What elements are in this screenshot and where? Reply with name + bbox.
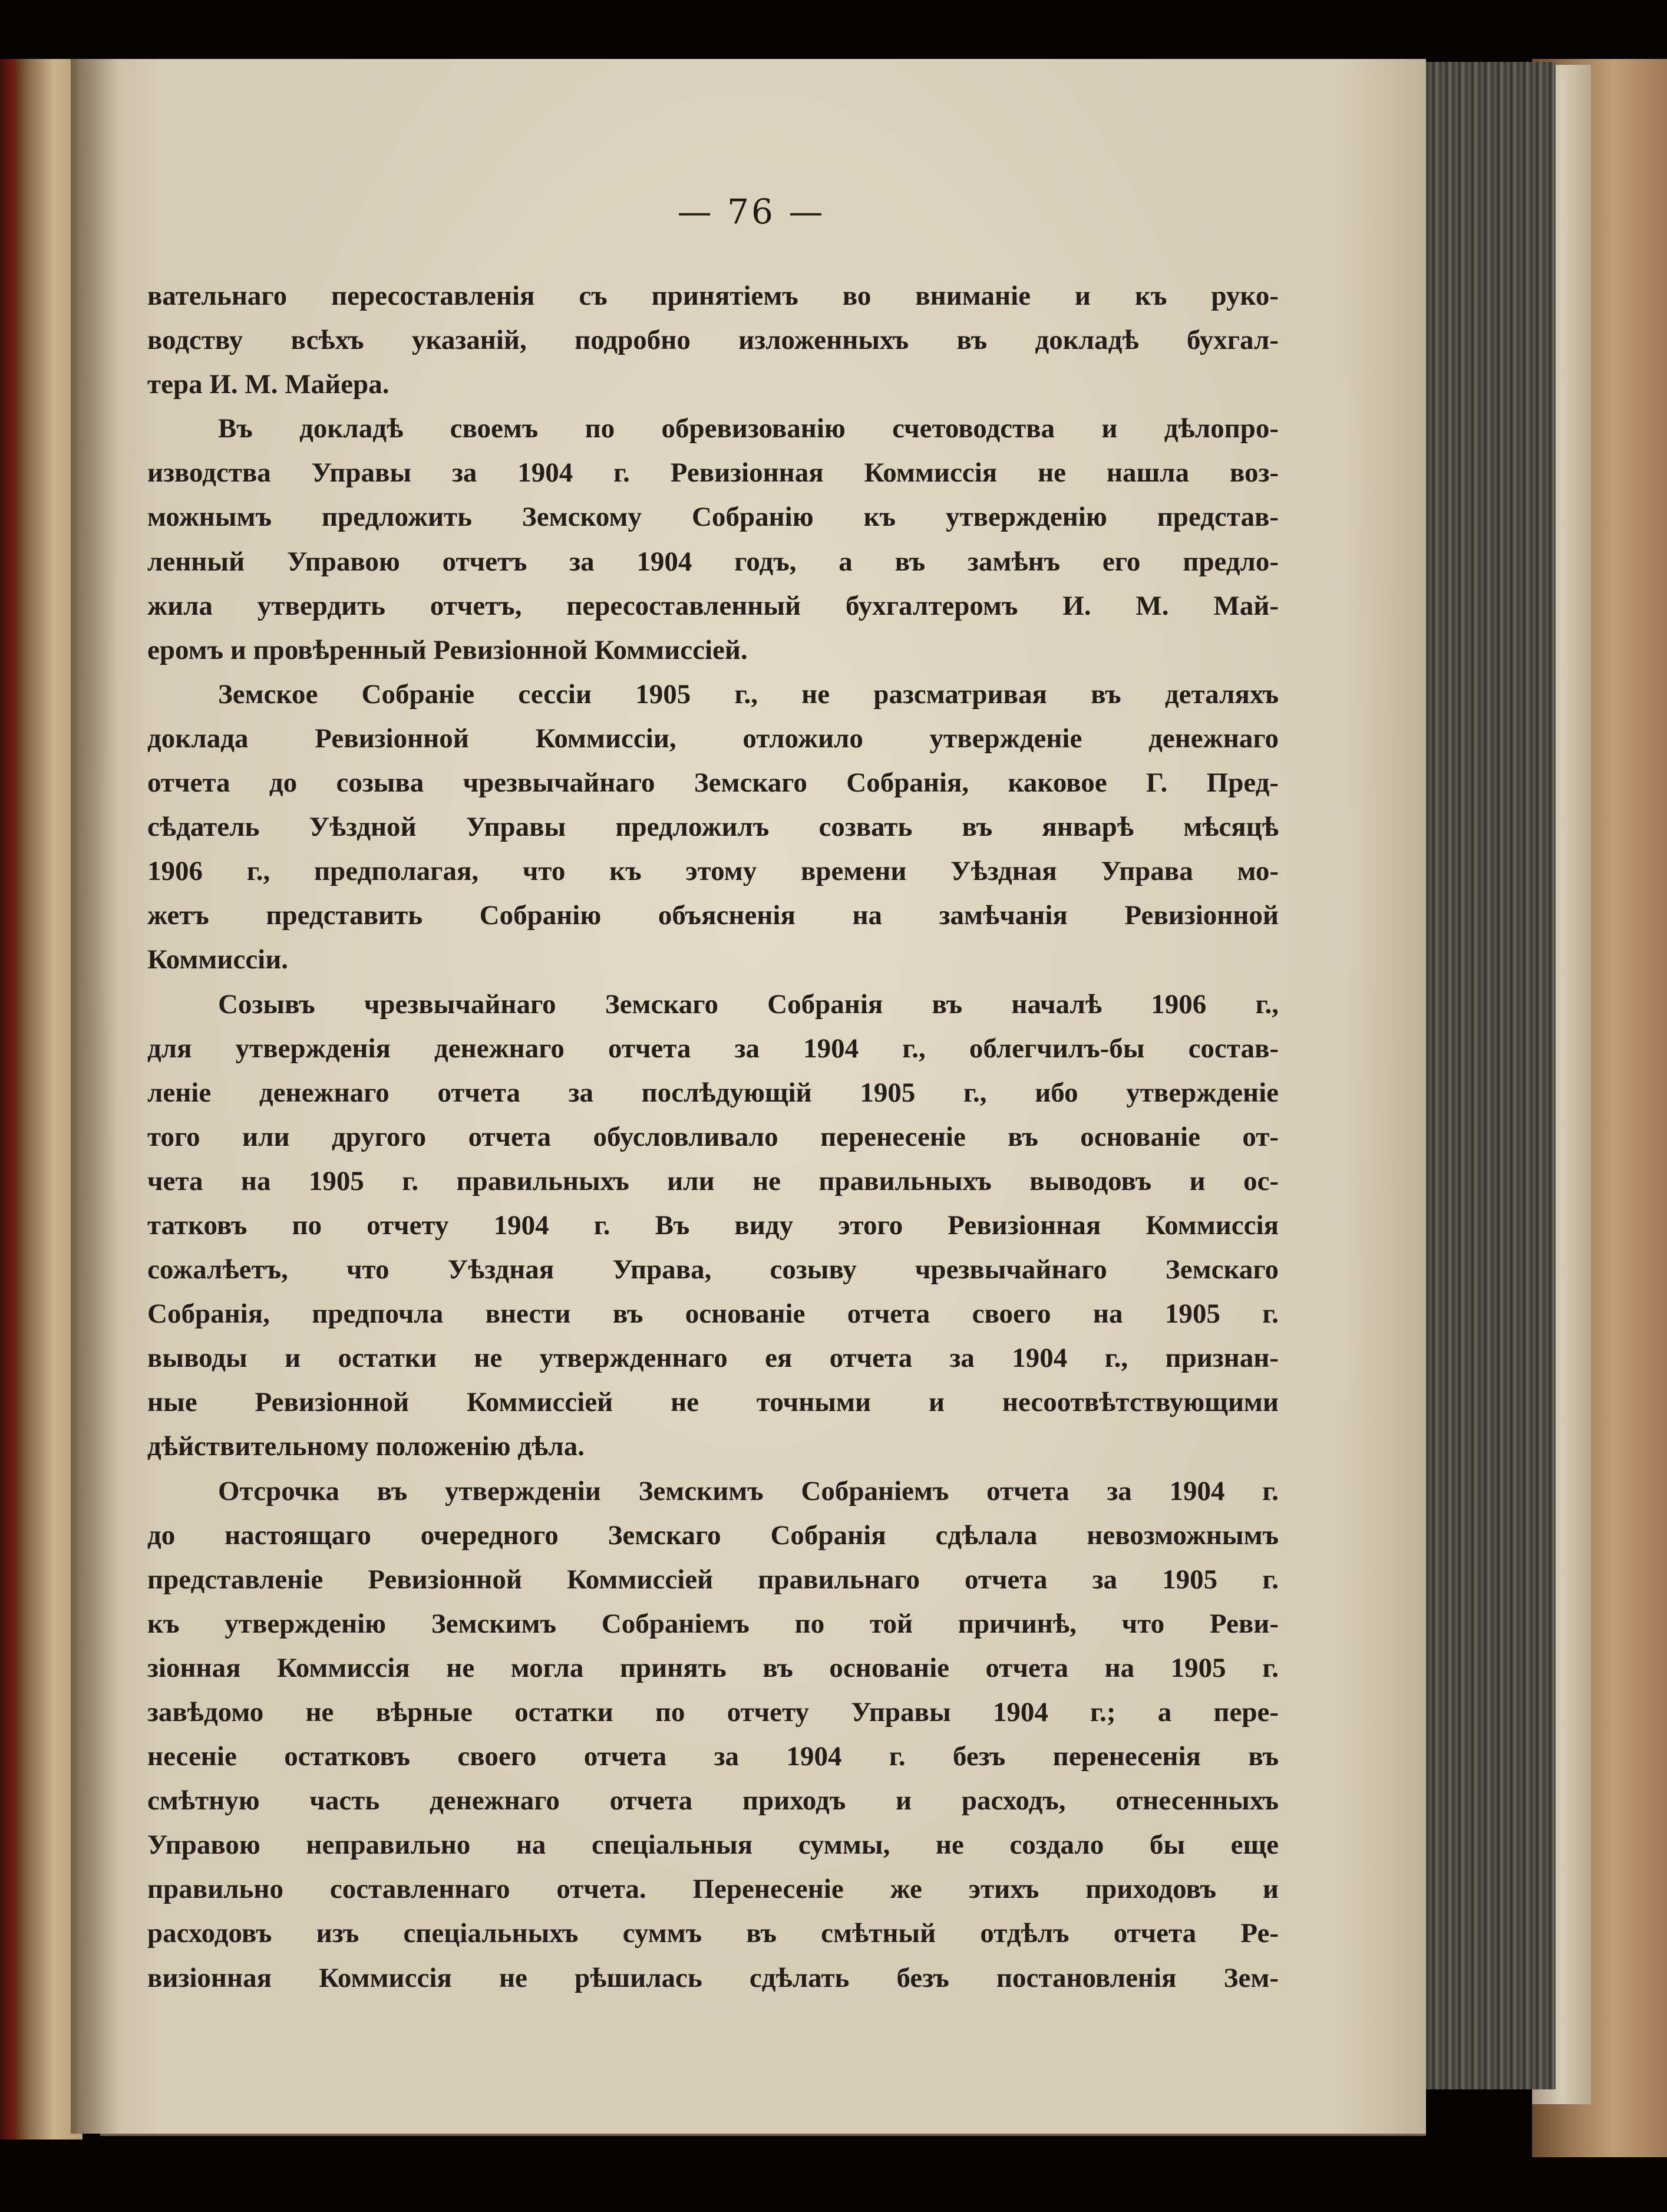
text-line: еромъ и провѣренный Ревизіонной Коммиссіей. — [147, 634, 748, 665]
text-line: смѣтную часть денежнаго отчета приходъ и расходъ, отнесенныхъ — [147, 1785, 1279, 1817]
text-line: жила утвердить отчетъ, пересоставленный бухгалтеромъ И. М. Май- — [147, 590, 1279, 621]
gutter-shadow — [71, 59, 118, 2134]
text-line: чета на 1905 г. правильныхъ или не правильныхъ выводовъ и ос- — [147, 1165, 1279, 1196]
text-line: Земское Собраніе сессіи 1905 г., не разсматривая въ деталяхъ — [218, 678, 1279, 710]
text-line: Коммиссіи. — [147, 944, 289, 975]
text-line: 1906 г., предполагая, что къ этому времени Уѣздная Управа мо- — [147, 856, 1279, 887]
text-line: Созывъ чрезвычайнаго Земскаго Собранія въ началѣ 1906 г., — [218, 988, 1279, 1020]
book-page — [77, 59, 1426, 2134]
text-line: расходовъ изъ спеціальныхъ суммъ въ смѣтный отдѣлъ отчета Ре- — [147, 1918, 1279, 1949]
text-line: Собранія, предпочла внести въ основаніе отчета своего на 1905 г. — [147, 1298, 1279, 1330]
paragraph — [147, 1469, 1279, 2000]
text-line: Управою неправильно на спеціальныя суммы, не создало бы еще — [147, 1829, 1279, 1861]
text-line: леніе денежнаго отчета за послѣдующій 1905 г., ибо утвержденіе — [147, 1077, 1279, 1108]
text-line: завѣдомо не вѣрные остатки по отчету Управы 1904 г.; а пере- — [147, 1697, 1279, 1728]
text-line: изводства Управы за 1904 г. Ревизіонная Коммиссія не нашла воз- — [147, 457, 1279, 489]
paragraph — [147, 274, 1279, 407]
text-line: тера И. М. Майера. — [147, 369, 389, 400]
text-line: представленіе Ревизіонной Коммиссіей правильнаго отчета за 1905 г. — [147, 1564, 1279, 1595]
text-line: Отсрочка въ утвержденіи Земскимъ Собраніемъ отчета за 1904 г. — [218, 1475, 1279, 1506]
text-line: зіонная Коммиссія не могла принять въ основаніе отчета на 1905 г. — [147, 1652, 1279, 1683]
text-line: Въ докладѣ своемъ по обревизованію счетоводства и дѣлопро- — [218, 413, 1279, 444]
body-text — [147, 274, 1279, 2000]
text-line: къ утвержденію Земскимъ Собраніемъ по той причинѣ, что Реви- — [147, 1608, 1279, 1639]
paragraph — [147, 983, 1279, 1469]
text-line: того или другого отчета обусловливало перенесеніе въ основаніе от- — [147, 1121, 1279, 1152]
text-line: визіонная Коммиссія не рѣшилась сдѣлать безъ постановленія Зем- — [147, 1962, 1279, 1993]
text-line: можнымъ предложить Земскому Собранію къ утвержденію представ- — [147, 502, 1279, 533]
text-line: сожалѣетъ, что Уѣздная Управа, созыву чрезвычайнаго Земскаго — [147, 1254, 1279, 1285]
text-line: правильно составленнаго отчета. Перенесеніе же этихъ приходовъ и — [147, 1874, 1279, 1905]
left-book-cover — [0, 59, 15, 2140]
page-stack-edges — [1414, 62, 1556, 2089]
page-number: — 76 — — [677, 192, 826, 232]
text-line: татковъ по отчету 1904 г. Въ виду этого Ревизіонная Коммиссія — [147, 1209, 1279, 1241]
text-line: отчета до созыва чрезвычайнаго Земскаго Собранія, каковое Г. Пред- — [147, 767, 1279, 799]
text-line: выводы и остатки не утвержденнаго ея отчета за 1904 г., признан- — [147, 1343, 1279, 1374]
text-line: ленный Управою отчетъ за 1904 годъ, а въ замѣнъ его предло- — [147, 546, 1279, 577]
text-line: вательнаго пересоставленія съ принятіемъ во вниманіе и къ руко- — [147, 281, 1279, 311]
paragraph — [147, 672, 1279, 983]
text-line: для утвержденія денежнаго отчета за 1904 г., облегчилъ-бы состав- — [147, 1033, 1279, 1064]
text-line: жетъ представить Собранію объясненія на замѣчанія Ревизіонной — [147, 900, 1279, 931]
text-line: водству всѣхъ указаній, подробно изложенныхъ въ докладѣ бухгал- — [147, 325, 1279, 356]
text-line: ные Ревизіонной Коммиссіей не точными и несоотвѣтствующими — [147, 1387, 1279, 1418]
text-line: несеніе остатковъ своего отчета за 1904 г. безъ перенесенія въ — [147, 1741, 1279, 1772]
text-line: до настоящаго очередного Земскаго Собранія сдѣлала невозможнымъ — [147, 1519, 1279, 1551]
text-line: сѣдатель Уѣздной Управы предложилъ созвать въ январѣ мѣсяцѣ — [147, 812, 1279, 843]
text-line: доклада Ревизіонной Коммиссіи, отложило утвержденіе денежнаго — [147, 723, 1279, 754]
paragraph — [147, 407, 1279, 672]
text-line: дѣйствительному положенію дѣла. — [147, 1431, 585, 1462]
